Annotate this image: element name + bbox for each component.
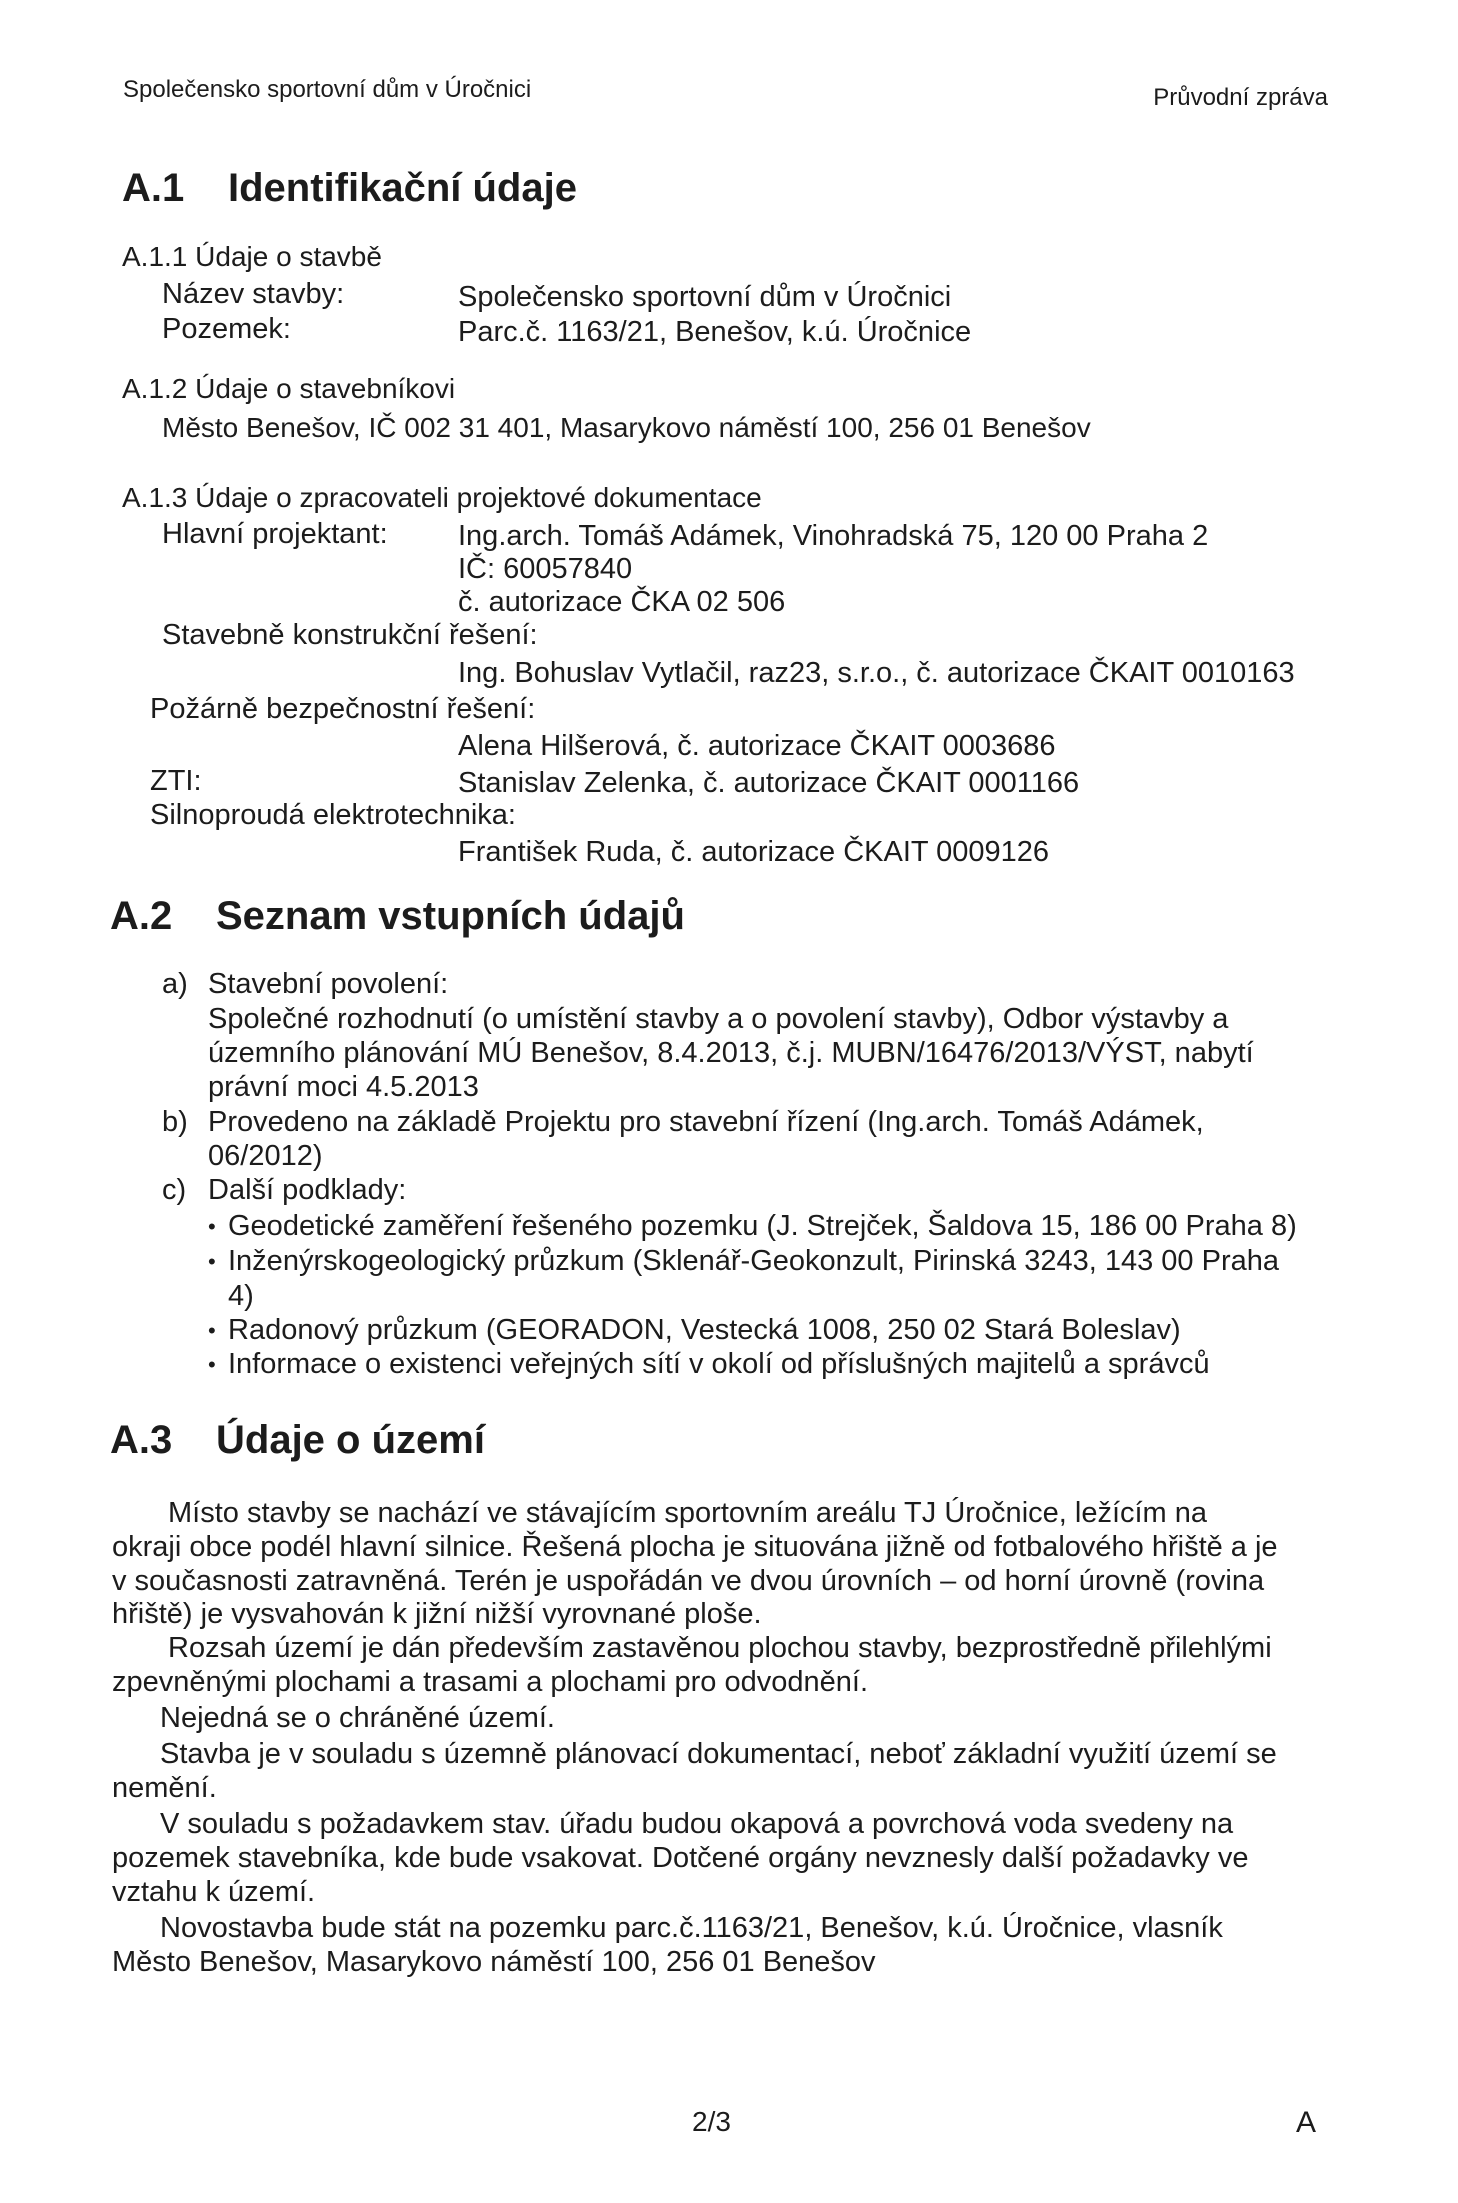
item-a-line-4: právní moci 4.5.2013 (208, 1071, 479, 1103)
section-a3-title: Údaje o území (216, 1418, 485, 1462)
bullet-item: • Informace o existenci veřejných sítí v okolí od příslušných majitelů a správců (228, 1348, 1210, 1381)
territory-line: Město Benešov, Masarykovo náměstí 100, 256 01 Benešov (112, 1946, 876, 1978)
electrical-label: Silnoproudá elektrotechnika: (150, 799, 516, 831)
territory-line: nemění. (112, 1772, 217, 1804)
chief-designer-line-1: Ing.arch. Tomáš Adámek, Vinohradská 75, 120 00 Praha 2 (458, 520, 1209, 552)
page-number: 2/3 (692, 2106, 731, 2137)
item-b-marker: b) (162, 1106, 188, 1138)
plot-label: Pozemek: (162, 313, 291, 345)
item-a-line-1: Stavební povolení: (208, 968, 449, 1000)
fire-safety-value: Alena Hilšerová, č. autorizace ČKAIT 0003686 (458, 730, 1056, 762)
section-a2-number: A.2 (110, 894, 173, 938)
item-c-title: Další podklady: (208, 1174, 407, 1206)
electrical-value: František Ruda, č. autorizace ČKAIT 0009126 (458, 836, 1050, 868)
building-name-label: Název stavby: (162, 278, 345, 310)
section-a1-number: A.1 (122, 166, 185, 210)
bullet-item: • Geodetické zaměření řešeného pozemku (J. Strejček, Šaldova 15, 186 00 Praha 8) (228, 1210, 1297, 1243)
territory-line: zpevněnými plochami a trasami a plochami pro odvodnění. (112, 1666, 869, 1698)
plot-value: Parc.č. 1163/21, Benešov, k.ú. Úročnice (458, 316, 972, 348)
territory-line: okraji obce podél hlavní silnice. Řešená plocha je situována jižně od fotbalového hřiště a je (112, 1531, 1278, 1563)
territory-line: vztahu k území. (112, 1876, 316, 1908)
item-a-line-2: Společné rozhodnutí (o umístění stavby a o povolení stavby), Odbor výstavby a (208, 1003, 1229, 1035)
section-a1-title: Identifikační údaje (228, 166, 577, 210)
revision-mark: A (1296, 2106, 1317, 2139)
item-a-marker: a) (162, 968, 188, 1000)
territory-line: Rozsah území je dán především zastavěnou plochou stavby, bezprostředně přilehlými (168, 1632, 1272, 1664)
chief-designer-line-2: IČ: 60057840 (458, 553, 633, 585)
item-b-line-1: Provedeno na základě Projektu pro stavební řízení (Ing.arch. Tomáš Adámek, (208, 1106, 1204, 1138)
zti-label: ZTI: (150, 765, 202, 797)
bullet-item: • Inženýrskogeologický průzkum (Sklenář-Geokonzult, Pirinská 3243, 143 00 Praha (228, 1245, 1279, 1278)
subsection-a12-title: A.1.2 Údaje o stavebníkovi (122, 373, 456, 404)
zti-value: Stanislav Zelenka, č. autorizace ČKAIT 0001166 (458, 767, 1080, 799)
territory-line: Stavba je v souladu s územně plánovací dokumentací, neboť základní využití území se (160, 1738, 1277, 1770)
subsection-a11-title: A.1.1 Údaje o stavbě (122, 241, 382, 272)
chief-designer-line-3: č. autorizace ČKA 02 506 (458, 586, 786, 618)
territory-line: v současnosti zatravněná. Terén je uspořádán ve dvou úrovních – od horní úrovně (rovina (112, 1565, 1265, 1597)
territory-line: Novostavba bude stát na pozemku parc.č.1163/21, Benešov, k.ú. Úročnice, vlasník (160, 1912, 1223, 1944)
structural-label: Stavebně konstrukční řešení: (162, 619, 538, 651)
fire-safety-label: Požárně bezpečnostní řešení: (150, 693, 536, 725)
section-a2-heading (110, 894, 685, 939)
item-a-line-3: územního plánování MÚ Benešov, 8.4.2013, č.j. MUBN/16476/2013/VÝST, nabytí (208, 1037, 1254, 1069)
bullet-item: • Radonový průzkum (GEORADON, Vestecká 1008, 250 02 Stará Boleslav) (228, 1314, 1181, 1347)
territory-line: pozemek stavebníka, kde bude vsakovat. Dotčené orgány nevznesly další požadavky ve (112, 1842, 1249, 1874)
section-a1-heading (122, 166, 577, 211)
section-a3-number: A.3 (110, 1418, 173, 1462)
item-b-line-2: 06/2012) (208, 1140, 323, 1172)
territory-line: Nejedná se o chráněné území. (160, 1702, 555, 1734)
structural-value: Ing. Bohuslav Vytlačil, raz23, s.r.o., č. autorizace ČKAIT 0010163 (458, 657, 1295, 689)
territory-line: hřiště) je vysvahován k jižní nižší vyrovnané ploše. (112, 1598, 762, 1630)
territory-line: V souladu s požadavkem stav. úřadu budou okapová a povrchová voda svedeny na (160, 1808, 1234, 1840)
investor-info: Město Benešov, IČ 002 31 401, Masarykovo náměstí 100, 256 01 Benešov (162, 412, 1091, 443)
item-c-marker: c) (162, 1174, 187, 1206)
section-a2-title: Seznam vstupních údajů (216, 894, 685, 938)
territory-line: Místo stavby se nachází ve stávajícím sportovním areálu TJ Úročnice, ležícím na (168, 1497, 1208, 1529)
subsection-a13-title: A.1.3 Údaje o zpracovateli projektové dokumentace (122, 482, 762, 513)
section-a3-heading (110, 1418, 485, 1463)
chief-designer-label: Hlavní projektant: (162, 518, 388, 550)
building-name-value: Společensko sportovní dům v Úročnici (458, 281, 952, 313)
bullet-item-continuation: 4) (228, 1280, 254, 1312)
header-project-name: Společensko sportovní dům v Úročnici (123, 76, 532, 103)
header-document-type: Průvodní zpráva (1153, 84, 1328, 111)
